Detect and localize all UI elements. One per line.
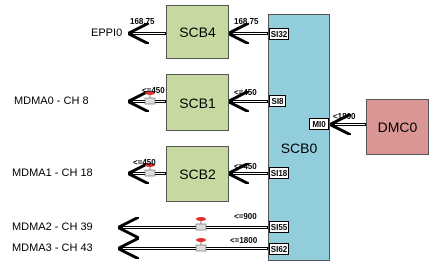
scb4-label: SCB4 bbox=[179, 24, 216, 40]
scb2-label: SCB2 bbox=[179, 166, 216, 182]
scb1-block bbox=[166, 74, 229, 131]
bandwidth-dmc0: <1800 bbox=[333, 112, 356, 121]
bandwidth-scb4: 168.75 bbox=[234, 17, 259, 26]
port-si8: SI8 bbox=[269, 95, 286, 107]
dmc0-label: DMC0 bbox=[377, 119, 418, 135]
valve-icon-mdma2 bbox=[196, 217, 206, 230]
scb1-label: SCB1 bbox=[179, 94, 216, 111]
endpoint-mdma1: MDMA1 - CH 18 bbox=[12, 167, 93, 179]
bandwidth-mdma1: <=450 bbox=[133, 158, 156, 167]
endpoint-mdma0: MDMA0 - CH 8 bbox=[14, 95, 89, 107]
bandwidth-mdma2: <=900 bbox=[234, 212, 257, 221]
bandwidth-mdma0: <=450 bbox=[142, 86, 165, 95]
port-si18: SI18 bbox=[270, 168, 288, 178]
endpoint-eppi0: EPPI0 bbox=[91, 27, 123, 39]
bandwidth-scb1: <=450 bbox=[234, 88, 257, 97]
bandwidth-eppi0: 168.75 bbox=[130, 17, 155, 26]
endpoint-mdma3: MDMA3 - CH 43 bbox=[12, 242, 93, 254]
valve-icon-mdma3 bbox=[196, 238, 206, 251]
scb2-block bbox=[166, 146, 229, 202]
scb4-block bbox=[166, 5, 229, 59]
bandwidth-mdma3: <=1800 bbox=[230, 236, 258, 245]
port-mi0: MI0 bbox=[309, 118, 329, 130]
port-si55: SI55 bbox=[270, 222, 288, 232]
port-si32: SI32 bbox=[270, 29, 288, 39]
dmc0-block bbox=[366, 99, 429, 155]
port-si62: SI62 bbox=[270, 244, 288, 254]
endpoint-mdma2: MDMA2 - CH 39 bbox=[12, 221, 93, 233]
bandwidth-scb2: <=450 bbox=[234, 162, 257, 171]
scb0-label: SCB0 bbox=[280, 139, 318, 156]
